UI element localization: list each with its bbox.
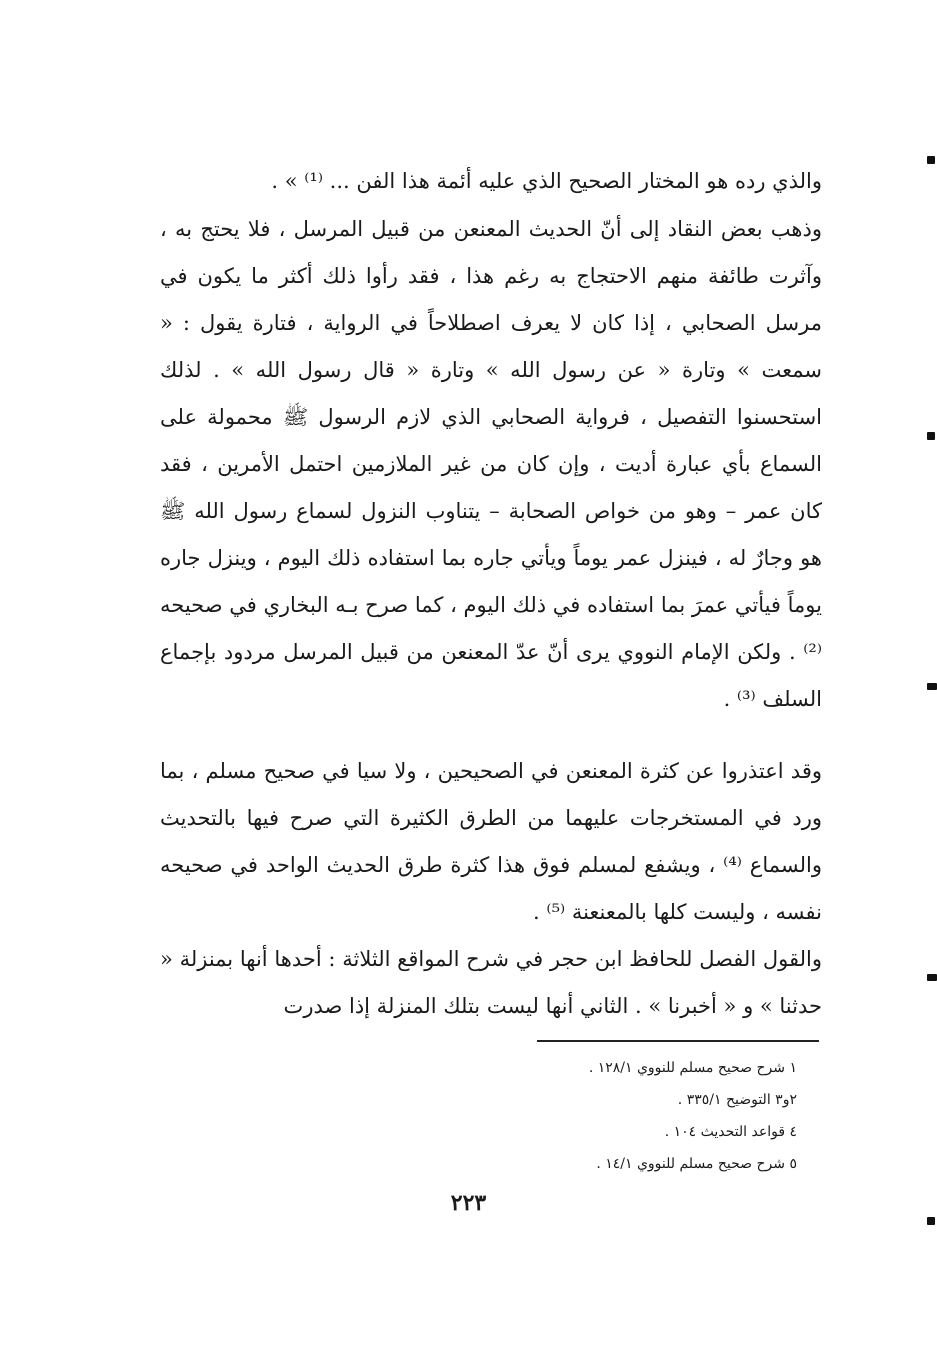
footnote-divider xyxy=(537,1040,819,1042)
paragraph-4 xyxy=(160,936,822,1030)
paragraph-text: وقد اعتذروا عن كثرة المعنعن في الصحيحين ، ولا سيا في صحيح مسلم ، بما ورد في المستخرجات عليهما من الطرق الكثيرة التي صرح فيها بالتحديث والسماع ⁽⁴⁾ ، ويشفع لمسلم فوق هذا كثرة طرق الحديث الواحد في صحيحه نفسه ، وليست كلها بالمعنعنة ⁽⁵⁾ . xyxy=(160,759,822,924)
scan-edge-mark xyxy=(927,1217,935,1225)
footnote-3: ٤ قواعد التحديث ١٠٤ . xyxy=(664,1124,797,1140)
scan-edge-mark xyxy=(927,974,937,981)
scan-edge-mark xyxy=(927,432,935,440)
paragraph-3 xyxy=(160,748,822,936)
paragraph-text: وذهب بعض النقاد إلى أنّ الحديث المعنعن من قبيل المرسل ، فلا يحتج به ، وآثرت طائفة منهم الاحتجاج به رغم هذا ، فقد رأوا ذلك أكثر ما يكون في مرسل الصحابي ، إذا كان لا يعرف اصطلاحاً في الرواية ، فتارة يقول : « سمعت » وتارة « عن رسول الله » وتارة « قال رسول الله » . لذلك استحسنوا التفصيل ، فرواية الصحابي الذي لازم الرسول ﷺ محمولة على السماع بأي عبارة أديت ، وإن كان من غير الملازمين احتمل الأمرين ، فقد كان عمر – وهو من خواص الصحابة – يتناوب النزول لسماع رسول الله ﷺ هو وجارٌ له ، فينزل عمر يوماً ويأتي جاره بما استفاده ذلك اليوم ، وينزل جاره يوماً فيأتي عمرَ بما استفاده في ذلك اليوم ، كما صرح بـه البخاري في صحيحه ⁽²⁾ . ولكن الإمام النووي يرى أنّ عدّ المعنعن من قبيل المرسل مردود بإجماع السلف ⁽³⁾ . xyxy=(160,217,822,711)
footnote-2: ٢و٣ التوضيح ٣٣٥/١ . xyxy=(677,1092,797,1108)
footnote-1: ١ شرح صحيح مسلم للنووي ١٢٨/١ . xyxy=(588,1060,797,1076)
paragraph-text: والذي رده هو المختار الصحيح الذي عليه أئمة هذا الفن ... ⁽¹⁾ » . xyxy=(271,169,822,193)
paragraph-1 xyxy=(160,158,822,205)
paragraph-2 xyxy=(160,206,822,723)
footnotes xyxy=(377,1052,797,1180)
paragraph-text: والقول الفصل للحافظ ابن حجر في شرح المواقع الثلاثة : أحدها أنها بمنزلة « حدثنا » و « أخبرنا » . الثاني أنها ليست بتلك المنزلة إذا صدرت xyxy=(160,947,822,1018)
scan-edge-mark xyxy=(927,683,937,690)
footnote-4: ٥ شرح صحيح مسلم للنووي ١٤/١ . xyxy=(596,1156,797,1172)
page-number: ٢٢٣ xyxy=(450,1190,487,1216)
scan-edge-mark xyxy=(927,156,935,164)
